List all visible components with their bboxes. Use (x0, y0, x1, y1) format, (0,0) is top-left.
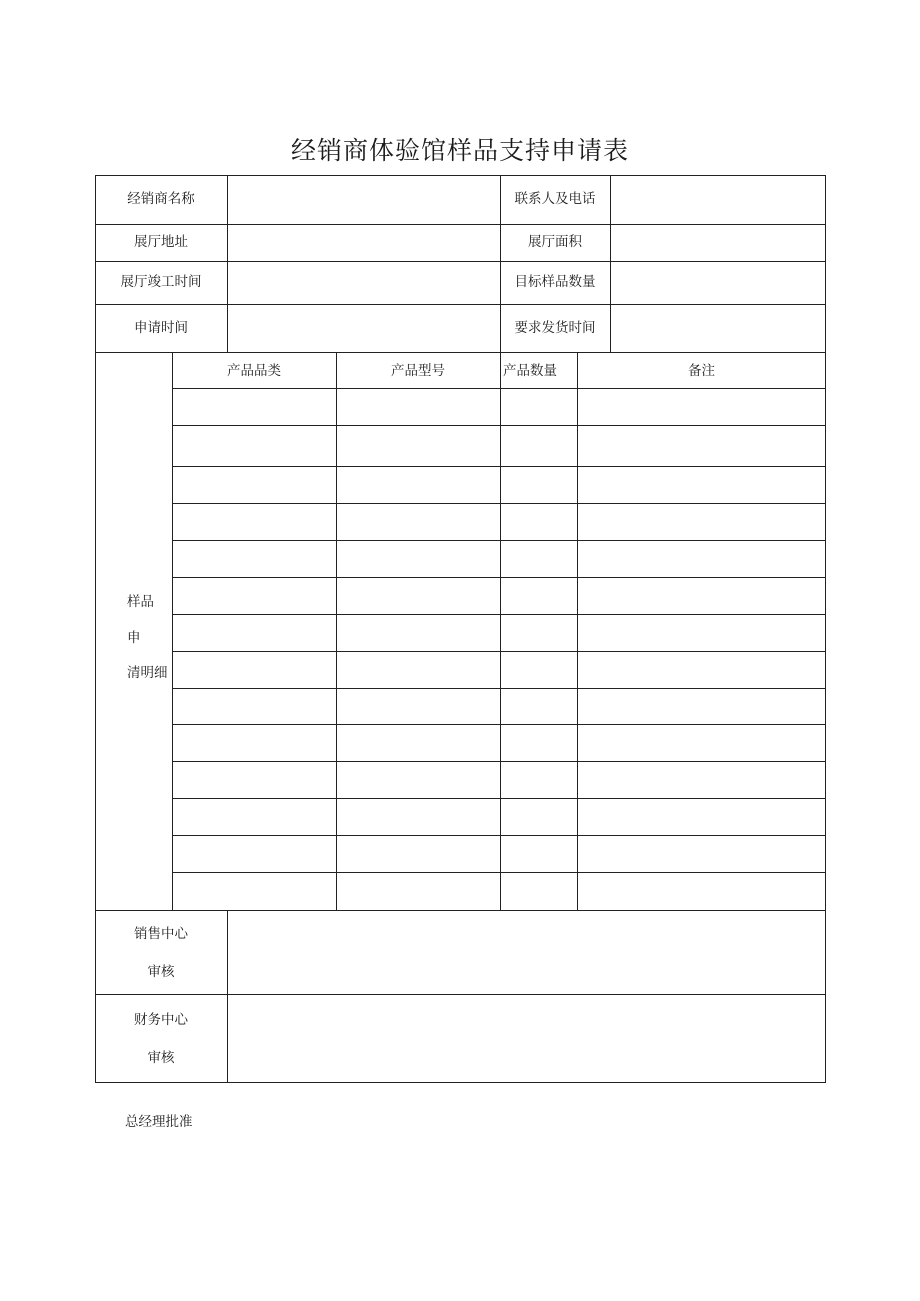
sample-quantity-cell[interactable] (501, 578, 577, 614)
sample-quantity-cell[interactable] (501, 799, 577, 835)
contact-field[interactable] (611, 176, 825, 223)
required-ship-time-field[interactable] (611, 305, 825, 351)
sample-model-cell[interactable] (337, 578, 500, 614)
sample-remarks-cell[interactable] (578, 467, 826, 503)
sample-remarks-cell[interactable] (578, 389, 826, 425)
sales-review-field[interactable] (228, 911, 825, 993)
sample-model-cell[interactable] (337, 762, 500, 798)
sample-quantity-cell[interactable] (501, 725, 577, 761)
sample-remarks-cell[interactable] (578, 541, 826, 577)
finance-review-label: 财务中心 (134, 1012, 188, 1028)
sample-model-cell[interactable] (337, 725, 500, 761)
sample-category-cell[interactable] (173, 725, 336, 761)
showroom-area-label: 展厅面积 (528, 234, 582, 250)
column-header-quantity: 产品数量 (503, 363, 557, 379)
sample-model-cell[interactable] (337, 389, 500, 425)
target-sample-qty-field[interactable] (611, 262, 825, 303)
column-header-category: 产品品类 (227, 363, 281, 379)
sample-category-cell[interactable] (173, 652, 336, 688)
sample-category-cell[interactable] (173, 504, 336, 540)
required-ship-time-label: 要求发货时间 (514, 320, 596, 336)
sample-remarks-cell[interactable] (578, 836, 826, 872)
sales-review-label: 销售中心 (134, 926, 188, 942)
completion-time-label: 展厅竣工时间 (120, 274, 202, 290)
sample-remarks-cell[interactable] (578, 762, 826, 798)
row-divider (95, 352, 826, 353)
sample-model-cell[interactable] (337, 689, 500, 724)
dealer-name-label: 经销商名称 (127, 191, 195, 207)
apply-time-field[interactable] (228, 305, 499, 351)
sample-remarks-cell[interactable] (578, 504, 826, 540)
sample-model-cell[interactable] (337, 652, 500, 688)
sample-category-cell[interactable] (173, 799, 336, 835)
apply-time-label: 申请时间 (134, 320, 188, 336)
sample-quantity-cell[interactable] (501, 652, 577, 688)
sample-model-cell[interactable] (337, 615, 500, 651)
sample-category-cell[interactable] (173, 578, 336, 614)
sample-category-cell[interactable] (173, 873, 336, 910)
sample-quantity-cell[interactable] (501, 541, 577, 577)
sample-remarks-cell[interactable] (578, 652, 826, 688)
sample-category-cell[interactable] (173, 689, 336, 724)
sample-category-cell[interactable] (173, 467, 336, 503)
sample-model-cell[interactable] (337, 799, 500, 835)
sample-remarks-cell[interactable] (578, 689, 826, 724)
sample-quantity-cell[interactable] (501, 504, 577, 540)
showroom-address-label: 展厅地址 (134, 234, 188, 250)
sample-remarks-cell[interactable] (578, 578, 826, 614)
finance-review-field[interactable] (228, 995, 825, 1082)
gm-approval-label: 总经理批准 (125, 1114, 193, 1130)
sample-remarks-cell[interactable] (578, 426, 826, 466)
contact-label: 联系人及电话 (514, 191, 596, 207)
sample-category-cell[interactable] (173, 615, 336, 651)
sample-section-label: 清明细 (127, 665, 168, 681)
sample-model-cell[interactable] (337, 873, 500, 910)
sample-model-cell[interactable] (337, 541, 500, 577)
sample-model-cell[interactable] (337, 467, 500, 503)
sample-quantity-cell[interactable] (501, 389, 577, 425)
dealer-name-field[interactable] (228, 176, 499, 223)
sample-category-cell[interactable] (173, 541, 336, 577)
sample-quantity-cell[interactable] (501, 467, 577, 503)
sample-quantity-cell[interactable] (501, 873, 577, 910)
sample-section-label: 申 (127, 630, 141, 646)
sample-category-cell[interactable] (173, 836, 336, 872)
sample-category-cell[interactable] (173, 389, 336, 425)
sample-model-cell[interactable] (337, 426, 500, 466)
showroom-address-field[interactable] (228, 225, 499, 260)
sample-remarks-cell[interactable] (578, 725, 826, 761)
column-header-model: 产品型号 (391, 363, 445, 379)
sample-remarks-cell[interactable] (578, 873, 826, 910)
column-header-remarks: 备注 (688, 363, 715, 379)
sample-category-cell[interactable] (173, 762, 336, 798)
sample-quantity-cell[interactable] (501, 615, 577, 651)
completion-time-field[interactable] (228, 262, 499, 303)
sample-model-cell[interactable] (337, 836, 500, 872)
sample-quantity-cell[interactable] (501, 762, 577, 798)
sample-quantity-cell[interactable] (501, 689, 577, 724)
form-title: 经销商体验馆样品支持申请表 (290, 136, 629, 165)
showroom-area-field[interactable] (611, 225, 825, 260)
sample-model-cell[interactable] (337, 504, 500, 540)
sample-remarks-cell[interactable] (578, 799, 826, 835)
sample-quantity-cell[interactable] (501, 836, 577, 872)
sample-quantity-cell[interactable] (501, 426, 577, 466)
sales-review-label: 审核 (147, 964, 175, 980)
target-sample-qty-label: 目标样品数量 (514, 274, 596, 290)
finance-review-label: 审核 (147, 1050, 175, 1066)
sample-remarks-cell[interactable] (578, 615, 826, 651)
sample-section-label: 样品 (127, 594, 154, 610)
sample-category-cell[interactable] (173, 426, 336, 466)
